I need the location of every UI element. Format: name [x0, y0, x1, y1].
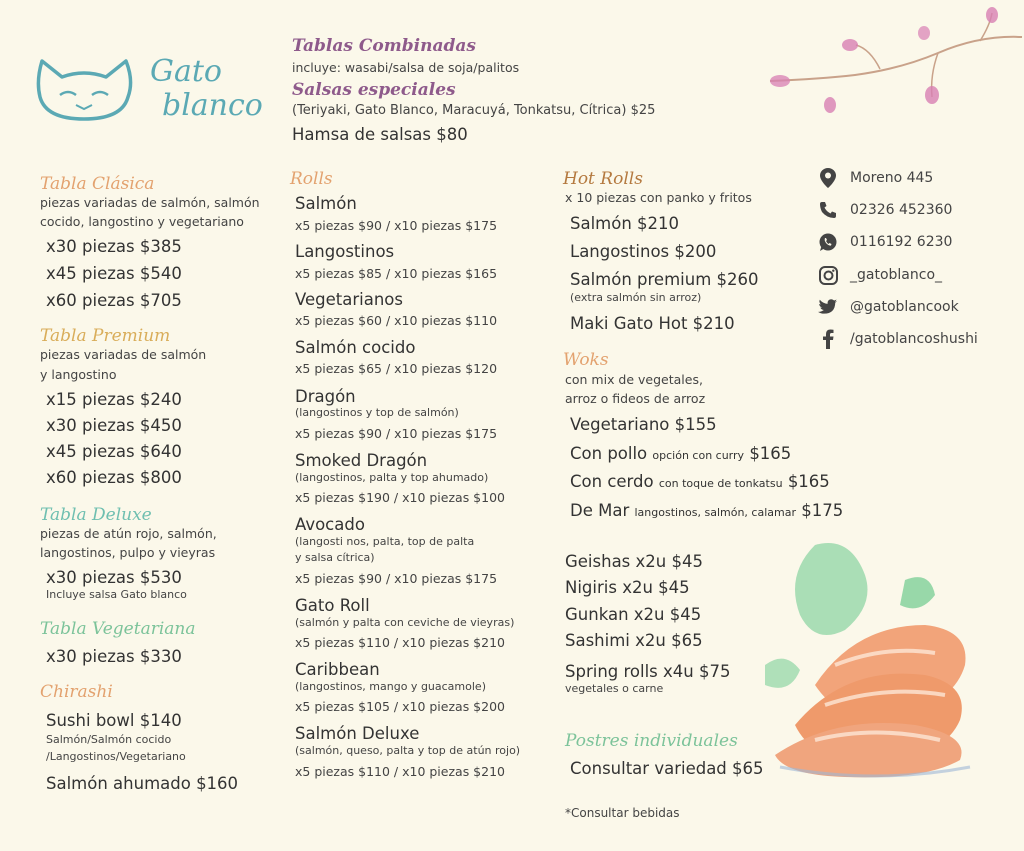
contact-phone-text: 02326 452360 — [850, 202, 953, 218]
roll-price: x5 piezas $190 / x10 piezas $100 — [295, 490, 505, 505]
contact-whatsapp — [818, 232, 952, 252]
wok-cerdo — [570, 471, 830, 495]
location-pin-icon — [818, 168, 838, 188]
woks-desc1: con mix de vegetales, — [565, 372, 703, 387]
chirashi-ahumado: Salmón ahumado $160 — [46, 774, 239, 793]
hot-rolls-desc: x 10 piezas con panko y fritos — [565, 190, 752, 205]
roll-price: x5 piezas $110 / x10 piezas $210 — [295, 764, 505, 779]
roll-name: Caribbean — [295, 660, 380, 679]
roll-price: x5 piezas $60 / x10 piezas $110 — [295, 313, 498, 328]
hot-roll-4: Maki Gato Hot $210 — [570, 314, 735, 333]
tabla-clasica-desc2: cocido, langostino y vegetariano — [40, 214, 244, 229]
extra-sashimi: Sashimi x2u $65 — [565, 631, 703, 650]
tabla-premium-price-2: x30 piezas $450 — [46, 416, 182, 435]
logo — [34, 55, 264, 135]
tabla-premium-price-1: x15 piezas $240 — [46, 390, 182, 409]
whatsapp-icon — [818, 232, 838, 252]
tabla-deluxe-note: Incluye salsa Gato blanco — [46, 588, 187, 601]
wok-pollo-price: $165 — [749, 444, 792, 463]
tabla-deluxe-title: Tabla Deluxe — [40, 505, 152, 525]
wok-cerdo-note: con toque de tonkatsu — [658, 477, 783, 490]
sushi-illustration — [755, 535, 995, 785]
postres-title: Postres individuales — [565, 731, 738, 751]
rolls-title: Rolls — [290, 169, 333, 189]
hot-roll-1: Salmón $210 — [570, 214, 680, 233]
hamsa-salsas: Hamsa de salsas $80 — [292, 125, 468, 144]
tablas-combinadas-desc: incluye: wasabi/salsa de soja/palitos — [292, 60, 520, 75]
roll-desc: (langosti nos, palta, top de palta — [295, 535, 475, 548]
wok-mar — [570, 500, 843, 524]
roll-price: x5 piezas $65 / x10 piezas $120 — [295, 361, 498, 376]
contact-address-text: Moreno 445 — [850, 170, 934, 186]
roll-price: x5 piezas $90 / x10 piezas $175 — [295, 426, 498, 441]
tabla-premium-desc2: y langostino — [40, 367, 117, 382]
chirashi-bowl-desc1: Salmón/Salmón cocido — [46, 733, 172, 746]
tabla-premium-title: Tabla Premium — [40, 326, 171, 346]
wok-cerdo-name: Con cerdo — [570, 472, 654, 491]
extra-nigiris: Nigiris x2u $45 — [565, 578, 690, 597]
contact-phone — [818, 200, 952, 220]
roll-name: Gato Roll — [295, 596, 370, 615]
extra-spring-rolls: Spring rolls x4u $75 — [565, 662, 731, 681]
roll-name: Avocado — [295, 515, 365, 534]
chirashi-title: Chirashi — [40, 682, 113, 702]
extra-spring-rolls-note: vegetales o carne — [565, 682, 664, 695]
tabla-premium-price-4: x60 piezas $800 — [46, 468, 182, 487]
contact-facebook-text: /gatoblancoshushi — [850, 331, 978, 347]
roll-desc: (langostinos, palta y top ahumado) — [295, 471, 489, 484]
wok-cerdo-price: $165 — [787, 472, 830, 491]
wok-mar-price: $175 — [801, 501, 844, 520]
tabla-clasica-title: Tabla Clásica — [40, 174, 155, 194]
tabla-deluxe-desc1: piezas de atún rojo, salmón, — [40, 526, 217, 541]
contact-instagram — [818, 265, 942, 285]
wok-pollo — [570, 443, 791, 467]
roll-desc: y salsa cítrica) — [295, 551, 375, 564]
tabla-clasica-price-2: x45 piezas $540 — [46, 264, 182, 283]
chirashi-bowl: Sushi bowl $140 — [46, 711, 182, 730]
extra-geishas: Geishas x2u $45 — [565, 552, 703, 571]
phone-icon — [818, 200, 838, 220]
hot-roll-3-note: (extra salmón sin arroz) — [570, 291, 702, 304]
hot-rolls-title: Hot Rolls — [563, 169, 643, 189]
roll-price: x5 piezas $105 / x10 piezas $200 — [295, 699, 505, 714]
tabla-vegetariana-price-1: x30 piezas $330 — [46, 647, 182, 666]
wok-pollo-note: opción con curry — [652, 449, 745, 462]
woks-desc2: arroz o fideos de arroz — [565, 391, 706, 406]
contact-instagram-text: _gatoblanco_ — [850, 267, 943, 283]
tabla-premium-desc1: piezas variadas de salmón — [40, 347, 207, 362]
contact-twitter — [818, 297, 959, 317]
chirashi-bowl-desc2: /Langostinos/Vegetariano — [46, 750, 186, 763]
bebidas-note: *Consultar bebidas — [565, 806, 680, 820]
tablas-combinadas-title: Tablas Combinadas — [292, 36, 476, 56]
roll-desc: (salmón, queso, palta y top de atún rojo) — [295, 744, 521, 757]
instagram-icon — [818, 265, 838, 285]
roll-name: Salmón Deluxe — [295, 724, 420, 743]
roll-desc: (langostinos y top de salmón) — [295, 406, 459, 419]
tabla-clasica-price-1: x30 piezas $385 — [46, 237, 182, 256]
roll-price: x5 piezas $90 / x10 piezas $175 — [295, 571, 498, 586]
roll-name: Langostinos — [295, 242, 395, 261]
hot-roll-2: Langostinos $200 — [570, 242, 717, 261]
wok-mar-name: De Mar — [570, 501, 630, 520]
wok-pollo-name: Con pollo — [570, 444, 648, 463]
cherry-blossom-branch — [760, 5, 1024, 120]
roll-price: x5 piezas $85 / x10 piezas $165 — [295, 266, 498, 281]
roll-name: Dragón — [295, 387, 356, 406]
roll-price: x5 piezas $110 / x10 piezas $210 — [295, 635, 505, 650]
salsas-desc: (Teriyaki, Gato Blanco, Maracuyá, Tonkatsu, Cítrica) $25 — [292, 103, 656, 118]
tabla-vegetariana-title: Tabla Vegetariana — [40, 619, 196, 639]
cat-logo-icon — [34, 55, 136, 123]
tabla-premium-price-3: x45 piezas $640 — [46, 442, 182, 461]
roll-price: x5 piezas $90 / x10 piezas $175 — [295, 218, 498, 233]
contact-whatsapp-text: 0116192 6230 — [850, 234, 953, 250]
wok-mar-note: langostinos, salmón, calamar — [634, 506, 796, 519]
roll-name: Vegetarianos — [295, 290, 403, 309]
wok-vegetariano: Vegetariano $155 — [570, 415, 717, 434]
tabla-clasica-price-3: x60 piezas $705 — [46, 291, 182, 310]
contact-facebook — [818, 329, 978, 349]
brand-line1: Gato — [150, 54, 222, 89]
roll-desc: (langostinos, mango y guacamole) — [295, 680, 486, 693]
hot-roll-3: Salmón premium $260 — [570, 270, 759, 289]
salsas-title: Salsas especiales — [292, 80, 456, 100]
contact-address — [818, 168, 933, 188]
roll-desc: (salmón y palta con ceviche de vieyras) — [295, 616, 515, 629]
brand-line2: blanco — [162, 88, 263, 123]
facebook-icon — [818, 329, 838, 349]
tabla-clasica-desc1: piezas variadas de salmón, salmón — [40, 195, 260, 210]
roll-name: Salmón cocido — [295, 338, 416, 357]
roll-name: Salmón — [295, 194, 357, 213]
roll-name: Smoked Dragón — [295, 451, 428, 470]
tabla-deluxe-desc2: langostinos, pulpo y vieyras — [40, 545, 216, 560]
extra-gunkan: Gunkan x2u $45 — [565, 605, 702, 624]
tabla-deluxe-price-1: x30 piezas $530 — [46, 568, 182, 587]
woks-title: Woks — [563, 350, 609, 370]
contact-twitter-text: @gatoblancook — [850, 299, 959, 315]
postres-item: Consultar variedad $65 — [570, 759, 764, 778]
twitter-icon — [818, 297, 838, 317]
